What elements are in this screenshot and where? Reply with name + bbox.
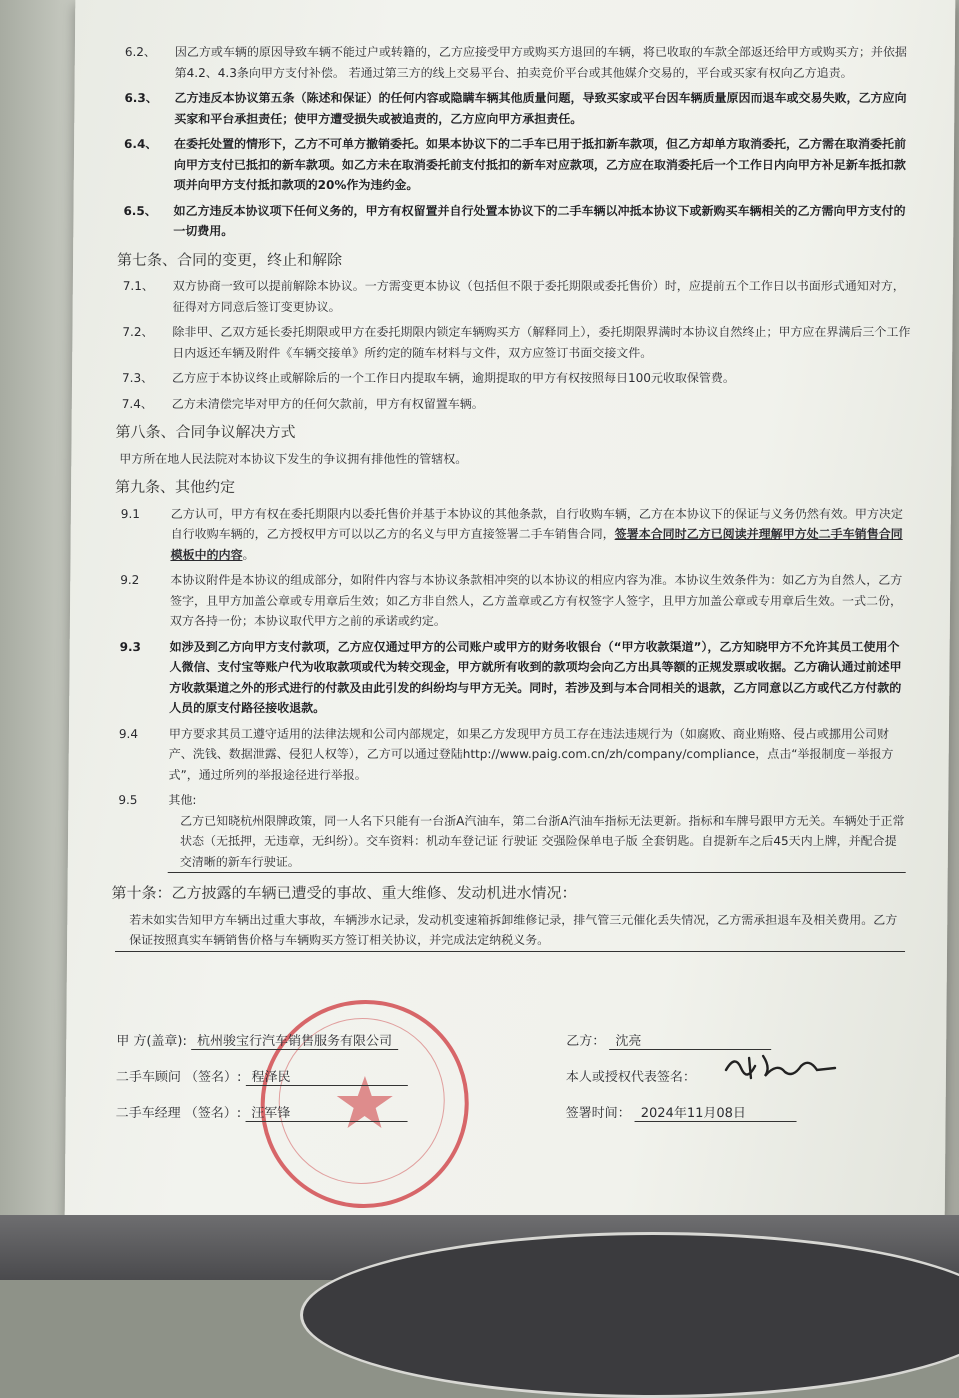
- advisor-value: 程泽民: [246, 1066, 408, 1086]
- clause-number: 6.5、: [123, 203, 157, 218]
- advisor-label: 二手车顾问 （签名）:: [115, 1070, 242, 1085]
- clause-number: 9.5: [118, 793, 138, 807]
- party-b-label: 乙方：: [566, 1034, 606, 1049]
- clause-7-2: [120, 322, 910, 363]
- party-b-row: [566, 1030, 771, 1050]
- clause-7-4: [120, 394, 910, 415]
- date-label: 签署时间：: [565, 1106, 631, 1121]
- clause-9-4: [116, 724, 907, 786]
- section-heading-10: 第十条：乙方披露的车辆已遭受的事故、重大维修、发动机进水情况：: [111, 884, 577, 902]
- clause-text: 因乙方或车辆的原因导致车辆不能过户或转籍的，乙方应接受甲方或购买方退回的车辆，将已收取的车款全部返还给甲方或购买方；并依据第4.2、4.3条向甲方支付补偿。 若通过第三方的线上交易平台、拍卖竞价平台或其他媒介交易的，平台或买家有权向乙方追责。: [174, 45, 907, 80]
- clause-text: 乙方应于本协议终止或解除后的一个工作日内提取车辆，逾期提取的甲方有权按照每日100元收取保管费。: [171, 371, 736, 385]
- clause-text: 如涉及到乙方向甲方支付款项，乙方应仅通过甲方的公司账户或甲方的财务收银台（“甲方收款渠道”），乙方知晓甲方不允许其员工使用个人微信、支付宝等账户代为收取款项或代为转交现金，甲方就所有收到的款项均会向乙方出具等额的正规发票或收据。乙方确认通过前述甲方收款渠道之外的形式进行的付款及由此引发的纠纷均与甲方无关。同时，若涉及到与本合同相关的退款，乙方同意以乙方或代乙方付款的人员的原支付路径接收退款。: [169, 639, 902, 715]
- party-a-value: 杭州骏宝行汽车销售服务有限公司: [191, 1030, 398, 1050]
- representative-label: 本人或授权代表签名：: [565, 1070, 697, 1085]
- clause-label: 其他:: [168, 793, 197, 807]
- clause-number: 6.4、: [124, 137, 158, 151]
- advisor-row: [116, 1066, 408, 1086]
- handwritten-signature: [721, 1048, 841, 1084]
- manager-value: 汪军锋: [245, 1102, 407, 1122]
- clause-9-5-handwritten-text: 乙方已知晓杭州限牌政策，同一人名下只能有一台浙A汽油车，第二台浙A汽油车指标无法更新。指标和车牌号跟甲方无关。车辆处于正常状态（无抵押，无违章，无纠纷）。交车资料：机动车登记证 行驶证 交强险保单电子版 全套钥匙。自提新车之后45天内上牌，并配合提交清晰的新车行驶证。: [168, 811, 907, 874]
- clause-9-1: [118, 504, 909, 566]
- clause-number: 9.4: [118, 726, 139, 741]
- clause-text: 乙方违反本协议第五条（陈述和保证）的任何内容或隐瞒车辆其他质量问题，导致买家或平台因车辆质量原因而退车或交易失败，乙方应向买家和平台承担责任；使甲方遭受损失或被追责的，乙方应向甲方承担责任。: [174, 91, 907, 126]
- date-row: [566, 1102, 797, 1122]
- clause-6-2: [123, 42, 913, 83]
- clause-text: 如乙方违反本协议项下任何义务的，甲方有权留置并自行处置本协议下的二手车辆以冲抵本协议下或新购买车辆相关的乙方需向甲方支付的一切费用。: [173, 203, 906, 238]
- clause-number: 6.2、: [124, 45, 157, 59]
- clause-text: 除非甲、乙双方延长委托期限或甲方在委托期限内锁定车辆购买方（解释同上），委托期限界满时本协议自然终止；甲方应在界满后三个工作日内返还车辆及附件《车辆交接单》所约定的随车材料与文件，双方应签订书面交接文件。: [172, 325, 911, 360]
- clause-number: 9.3: [119, 639, 142, 654]
- clause-number: 7.3、: [121, 371, 154, 385]
- clause-6-5: [121, 201, 911, 242]
- clause-7-3: [120, 368, 910, 389]
- clause-number: 6.3、: [124, 91, 158, 105]
- clause-text: 甲方要求其员工遵守适用的法律法规和公司内部规定，如果乙方发现甲方员工存在违法违规行为（如腐败、商业贿赂、侵占或挪用公司财产、洗钱、数据泄露、侵犯人权等），乙方可以通过登陆http://www.paig.com.cn/zh/company/compliance，点击“举报制度－举报方式”，通过所列的举报途径进行举报。: [168, 726, 894, 782]
- manager-label: 二手车经理 （签名）:: [115, 1106, 242, 1121]
- clause-9-5: [116, 790, 907, 873]
- desk-object: [300, 1232, 959, 1398]
- clause-text: 在委托处置的情形下，乙方不可单方撤销委托。如果本协议下的二手车已用于抵扣新车款项，但乙方却单方取消委托，乙方需在取消委托前向甲方支付已抵扣的新车款项。如乙方未在取消委托前支付抵扣的新车对应款项，乙方应在取消委托后一个工作日内向甲方补足新车抵扣款项并向甲方支付抵扣款项的20%作为违约金。: [173, 137, 907, 192]
- clause-7-1: [121, 276, 911, 317]
- manager-row: [116, 1102, 408, 1122]
- clause-6-4: [122, 134, 913, 196]
- clause-number: 9.1: [120, 506, 141, 521]
- section-heading-7: 第七条、合同的变更，终止和解除: [116, 250, 343, 269]
- section-heading-8: 第八条、合同争议解决方式: [115, 423, 296, 441]
- party-b-value: 沈亮: [609, 1030, 771, 1050]
- representative-row: [566, 1066, 696, 1085]
- clause-9-3: [117, 637, 908, 719]
- clause-number: 7.2、: [122, 325, 154, 339]
- clause-text: [170, 504, 909, 566]
- clause-6-3: [122, 88, 912, 129]
- section-8-text: 甲方所在地人民法院对本协议下发生的争议拥有排他性的管辖权。: [119, 451, 468, 466]
- contract-page: [65, 0, 956, 1222]
- party-a-row: [116, 1030, 398, 1050]
- clause-9-1-end: 。: [242, 547, 255, 562]
- clause-text: 乙方未清偿完毕对甲方的任何欠款前，甲方有权留置车辆。: [171, 396, 484, 411]
- clause-number: 9.2: [120, 573, 140, 587]
- date-value: 2024年11月08日: [635, 1102, 797, 1122]
- clause-number: 7.1、: [122, 279, 154, 293]
- section-heading-9: 第九条、其他约定: [115, 478, 236, 496]
- clause-number: 7.4、: [121, 396, 153, 411]
- party-a-label: 甲 方(盖章):: [116, 1034, 187, 1049]
- clause-text: 双方协商一致可以提前解除本协议。一方需变更本协议（包括但不限于委托期限或委托售价）时，应提前五个工作日以书面形式通知对方，征得对方同意后签订变更协议。: [172, 279, 905, 314]
- clause-9-2: [118, 570, 909, 632]
- contract-body: [111, 42, 913, 956]
- clause-9-1-text: 乙方认可，甲方有权在委托期限内以委托售价并基于本协议的其他条款，自行收购车辆，乙方在本协议下的保证与义务仍然有效。甲方决定自行收购车辆的，乙方授权甲方可以以乙方的名义与甲方直接签署二手车销售合同，: [170, 506, 903, 541]
- clause-9-1-underlined: 签署本合同时乙方已阅读并理解甲方处二手车销售合同模板中的内容: [170, 527, 903, 562]
- clause-text: 本协议附件是本协议的组成部分，如附件内容与本协议条款相冲突的以本协议的相应内容为准。本协议生效条件为：如乙方为自然人，乙方签字，且甲方加盖公章或专用章后生效；如乙方非自然人，乙方盖章或乙方有权签字人签字，且甲方加盖公章或专用章后生效。一式二份，双方各持一份；本协议取代甲方之前的承诺或约定。: [169, 573, 903, 628]
- section-10-text: 若未如实告知甲方车辆出过重大事故，车辆涉水记录，发动机变速箱拆卸维修记录，排气管三元催化丢失情况，乙方需承担退车及相关费用。乙方保证按照真实车辆销售价格与车辆购买方签订相关协议，并完成法定纳税义务。: [115, 910, 905, 952]
